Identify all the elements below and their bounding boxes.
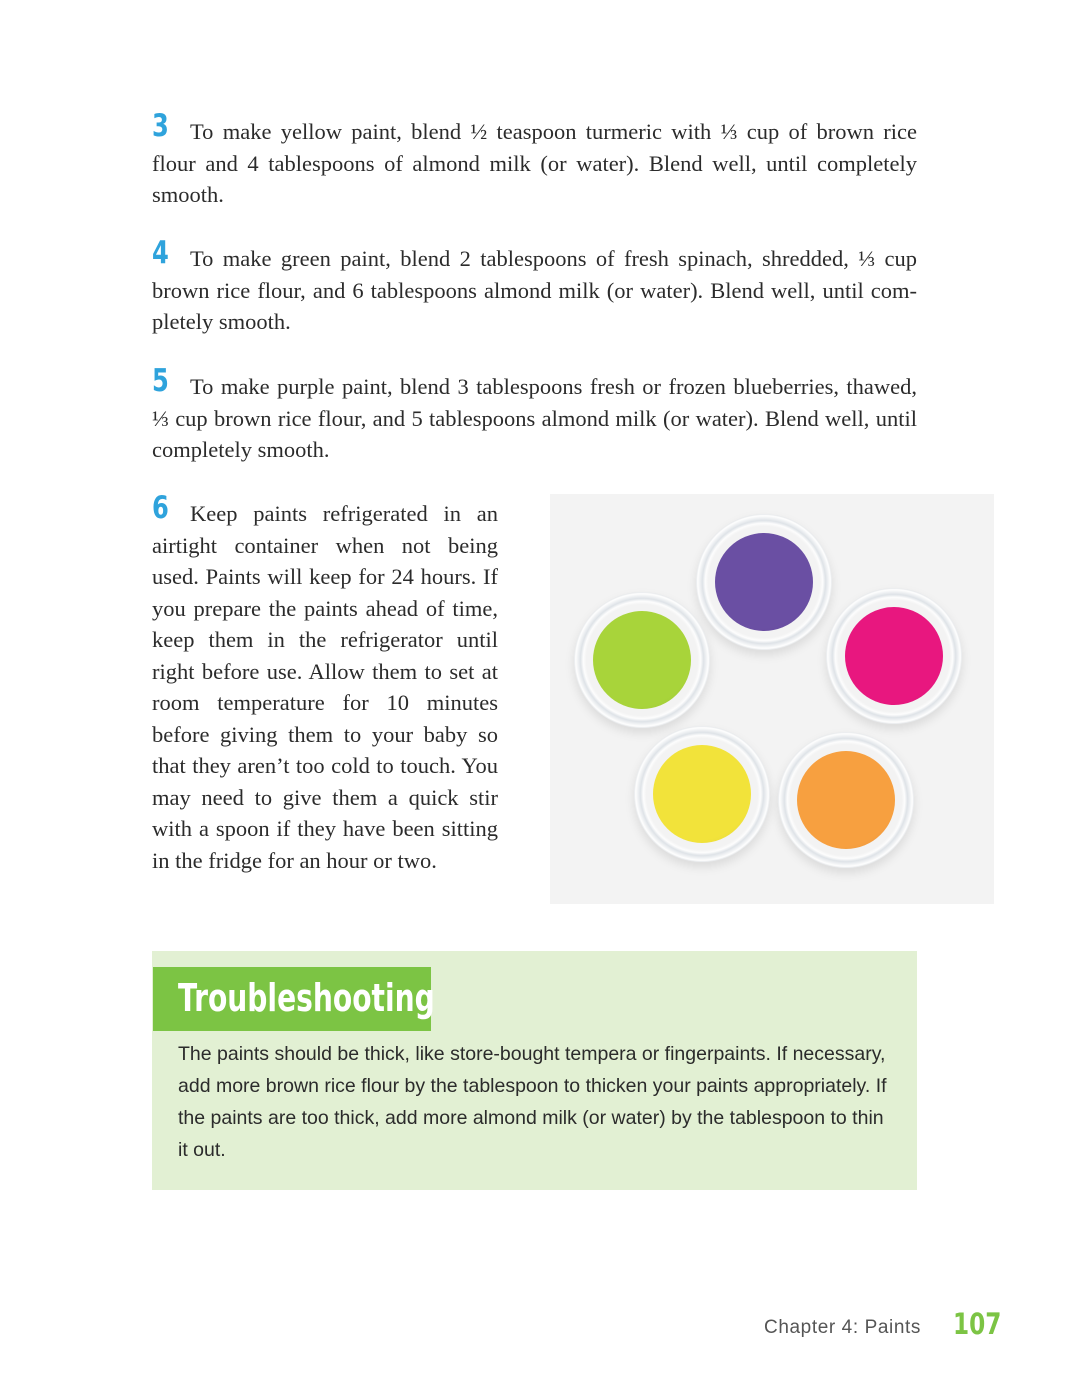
purple-paint-jar xyxy=(696,514,832,650)
step-6 xyxy=(152,490,498,876)
step-5 xyxy=(152,363,917,466)
step-text: To make yellow paint, blend ½ teaspoon turmeric with ⅓ cup of brown rice flour and 4 tablespoons of almond milk (or water). Blend well, until completely smooth. xyxy=(152,119,917,207)
footer-chapter: Chapter 4: Paints xyxy=(764,1317,922,1338)
step-text: To make purple paint, blend 3 tablespoons fresh or frozen blueberries, thawed, ⅓ cup brown rice flour, and 5 tablespoons almond milk (or water). Blend well, until completely smooth. xyxy=(152,374,917,462)
pink-paint-jar xyxy=(826,588,962,724)
step-number: 3 xyxy=(152,108,169,144)
jar-rim xyxy=(574,592,710,728)
troubleshooting-title: Troubleshooting xyxy=(178,976,435,1020)
jar-rim xyxy=(696,514,832,650)
step-number: 6 xyxy=(152,490,169,526)
jar-rim xyxy=(826,588,962,724)
orange-paint-jar xyxy=(778,732,914,868)
jar-rim xyxy=(634,726,770,862)
step-number: 4 xyxy=(152,235,169,271)
green-paint-jar xyxy=(574,592,710,728)
step-text: Keep paints refrigerated in an airtight container when not being used. Paints will keep for 24 hours. If you prepare the paints ahead of time, keep them in the refrigerator until right before use. Allow them to set at room temperature for 10 minutes before giving them to your baby so that they aren’t too cold to touch. You may need to give them a quick stir with a spoon if they have been sitting in the fridge for an hour or two. xyxy=(152,501,498,873)
step-3 xyxy=(152,108,917,211)
paint-jars-photo xyxy=(550,494,994,904)
page-number: 107 xyxy=(953,1307,1002,1341)
yellow-paint-jar xyxy=(634,726,770,862)
step-text: To make green paint, blend 2 tablespoons of fresh spinach, shredded, ⅓ cup brown rice flour, and 6 tablespoons almond milk (or water). Blend well, until completely smooth. xyxy=(152,246,917,334)
step-4 xyxy=(152,235,917,338)
troubleshooting-text: The paints should be thick, like store-bought tempera or fingerpaints. If necessary, add more brown rice flour by the tablespoon to thicken your paints appropriately. If the paints are too thick, add more almond milk (or water) by the tablespoon to thin it out. xyxy=(178,1043,887,1161)
step-number: 5 xyxy=(152,363,169,399)
jar-rim xyxy=(778,732,914,868)
